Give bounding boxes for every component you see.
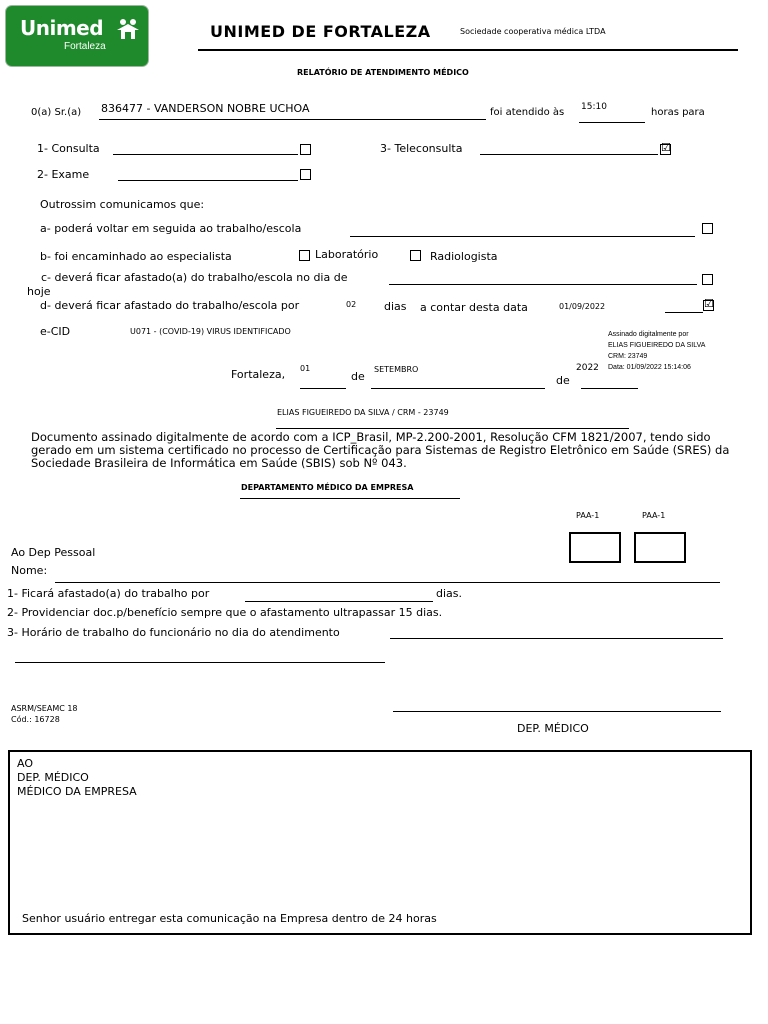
stamp-line1: Assinado digitalmente por bbox=[608, 331, 689, 338]
exame-checkbox[interactable] bbox=[300, 169, 311, 180]
name-label: Nome: bbox=[11, 564, 48, 577]
item-d-days-value: 02 bbox=[346, 300, 357, 309]
header-subtitle: Sociedade cooperativa médica LTDA bbox=[460, 27, 606, 36]
consulta-checkbox[interactable] bbox=[300, 144, 311, 155]
bottom-line1: AO bbox=[17, 757, 33, 770]
check-icon: ☑ bbox=[661, 141, 671, 154]
item-d-days: dias bbox=[384, 300, 407, 313]
time-line bbox=[579, 122, 645, 123]
item-b: b- foi encaminhado ao especialista bbox=[40, 250, 232, 263]
consulta-line bbox=[113, 154, 298, 155]
item-a-line bbox=[350, 236, 695, 237]
logo-brand: Unimed bbox=[20, 16, 104, 40]
date-month: SETEMBRO bbox=[374, 365, 419, 374]
company-item2: 2- Providenciar doc.p/benefício sempre que o afastamento ultrapassar 15 dias. bbox=[7, 606, 443, 619]
dep-medico-line bbox=[393, 711, 721, 712]
date-year-line bbox=[581, 388, 638, 389]
item-d-date: 01/09/2022 bbox=[559, 302, 606, 311]
attended-label: foi atendido às bbox=[490, 107, 565, 118]
header-title: UNIMED DE FORTALEZA bbox=[210, 22, 431, 41]
dept-title-rule bbox=[240, 498, 460, 499]
item-d-from: a contar desta data bbox=[420, 301, 528, 314]
hours-suffix: horas para bbox=[651, 107, 705, 118]
bottom-instruction: Senhor usuário entregar esta comunicação na Empresa dentro de 24 horas bbox=[22, 912, 437, 925]
dept-title: DEPARTAMENTO MÉDICO DA EMPRESA bbox=[241, 483, 414, 492]
body-intro: Outrossim comunicamos que: bbox=[40, 198, 205, 211]
company-item1-suffix: dias. bbox=[436, 587, 463, 600]
item-d-checkbox[interactable] bbox=[703, 297, 714, 311]
unimed-logo bbox=[6, 6, 148, 66]
date-year: 2022 bbox=[576, 363, 599, 373]
bottom-line3: MÉDICO DA EMPRESA bbox=[17, 785, 137, 798]
laboratorio-checkbox[interactable] bbox=[299, 250, 310, 261]
date-day: 01 bbox=[300, 364, 311, 373]
exame-line bbox=[118, 180, 298, 181]
teleconsulta-line bbox=[480, 154, 658, 155]
attended-time: 15:10 bbox=[581, 102, 607, 112]
company-item3: 3- Horário de trabalho do funcionário no dia do atendimento bbox=[7, 626, 340, 639]
patient-name-line bbox=[99, 119, 486, 120]
company-extra-line bbox=[15, 662, 385, 663]
bottom-box bbox=[8, 750, 752, 935]
option-teleconsulta: 3- Teleconsulta bbox=[380, 142, 463, 155]
item-d-line bbox=[665, 312, 703, 313]
bottom-line2: DEP. MÉDICO bbox=[17, 771, 89, 784]
stamp-line4: Data: 01/09/2022 15:14:06 bbox=[608, 364, 691, 371]
item-c-checkbox[interactable] bbox=[702, 274, 713, 285]
form-cod: Cód.: 16728 bbox=[11, 715, 60, 724]
name-line bbox=[55, 582, 720, 583]
item-d-prefix: d- deverá ficar afastado do trabalho/escola por bbox=[40, 299, 300, 312]
paa-box-2[interactable] bbox=[634, 532, 686, 563]
option-consulta: 1- Consulta bbox=[37, 142, 100, 155]
item-a-checkbox[interactable] bbox=[702, 223, 713, 234]
digital-notice: Documento assinado digitalmente de acordo com a ICP_Brasil, MP-2.200-2001, Resolução CFM 1821/2007, tendo sido gerado em um sistema certificado no processo de Certificação para Sistemas de Registro Eletrônico em Saúde (SRES) da Sociedade Brasileira de Informática em Saúde (SBIS) sob Nº 043. bbox=[31, 430, 730, 470]
item-c-line1: c- deverá ficar afastado(a) do trabalho/escola no dia de bbox=[41, 271, 348, 284]
radiologista-checkbox[interactable] bbox=[410, 250, 421, 261]
company-item1-line bbox=[245, 601, 433, 602]
laboratorio-label: Laboratório bbox=[315, 248, 379, 261]
patient-prefix: 0(a) Sr.(a) bbox=[31, 107, 82, 118]
to-personnel: Ao Dep Pessoal bbox=[11, 546, 96, 559]
paa-box-1[interactable] bbox=[569, 532, 621, 563]
dep-medico-label: DEP. MÉDICO bbox=[517, 722, 589, 735]
paa-label-2: PAA-1 bbox=[642, 511, 666, 520]
ecid-label: e-CID bbox=[40, 325, 71, 338]
paa-label-1: PAA-1 bbox=[576, 511, 600, 520]
teleconsulta-checkbox[interactable] bbox=[660, 141, 671, 155]
item-c-line bbox=[389, 284, 697, 285]
company-item3-line bbox=[390, 638, 723, 639]
logo-city: Fortaleza bbox=[64, 41, 106, 52]
report-title: RELATÓRIO DE ATENDIMENTO MÉDICO bbox=[297, 68, 469, 77]
date-month-line bbox=[371, 388, 545, 389]
header-rule bbox=[198, 49, 738, 51]
patient-name: 836477 - VANDERSON NOBRE UCHOA bbox=[101, 102, 310, 115]
item-a: a- poderá voltar em seguida ao trabalho/escola bbox=[40, 222, 302, 235]
date-de2: de bbox=[556, 374, 570, 387]
ecid-value: U071 - (COVID-19) VIRUS IDENTIFICADO bbox=[130, 327, 291, 336]
company-item1: 1- Ficará afastado(a) do trabalho por bbox=[7, 587, 210, 600]
item-c-line2: hoje bbox=[27, 285, 51, 298]
unimed-tree-icon bbox=[116, 18, 140, 40]
date-de1: de bbox=[351, 370, 365, 383]
date-city: Fortaleza, bbox=[231, 368, 286, 381]
check-icon: ☑ bbox=[704, 297, 714, 310]
doctor-name: ELIAS FIGUEIREDO DA SILVA / CRM - 23749 bbox=[277, 408, 449, 417]
doctor-line bbox=[276, 428, 629, 429]
radiologista-label: Radiologista bbox=[430, 250, 498, 263]
stamp-line2: ELIAS FIGUEIREDO DA SILVA bbox=[608, 342, 706, 349]
option-exame: 2- Exame bbox=[37, 168, 90, 181]
form-code: ASRM/SEAMC 18 bbox=[11, 704, 78, 713]
date-day-line bbox=[300, 388, 346, 389]
stamp-line3: CRM: 23749 bbox=[608, 353, 648, 360]
